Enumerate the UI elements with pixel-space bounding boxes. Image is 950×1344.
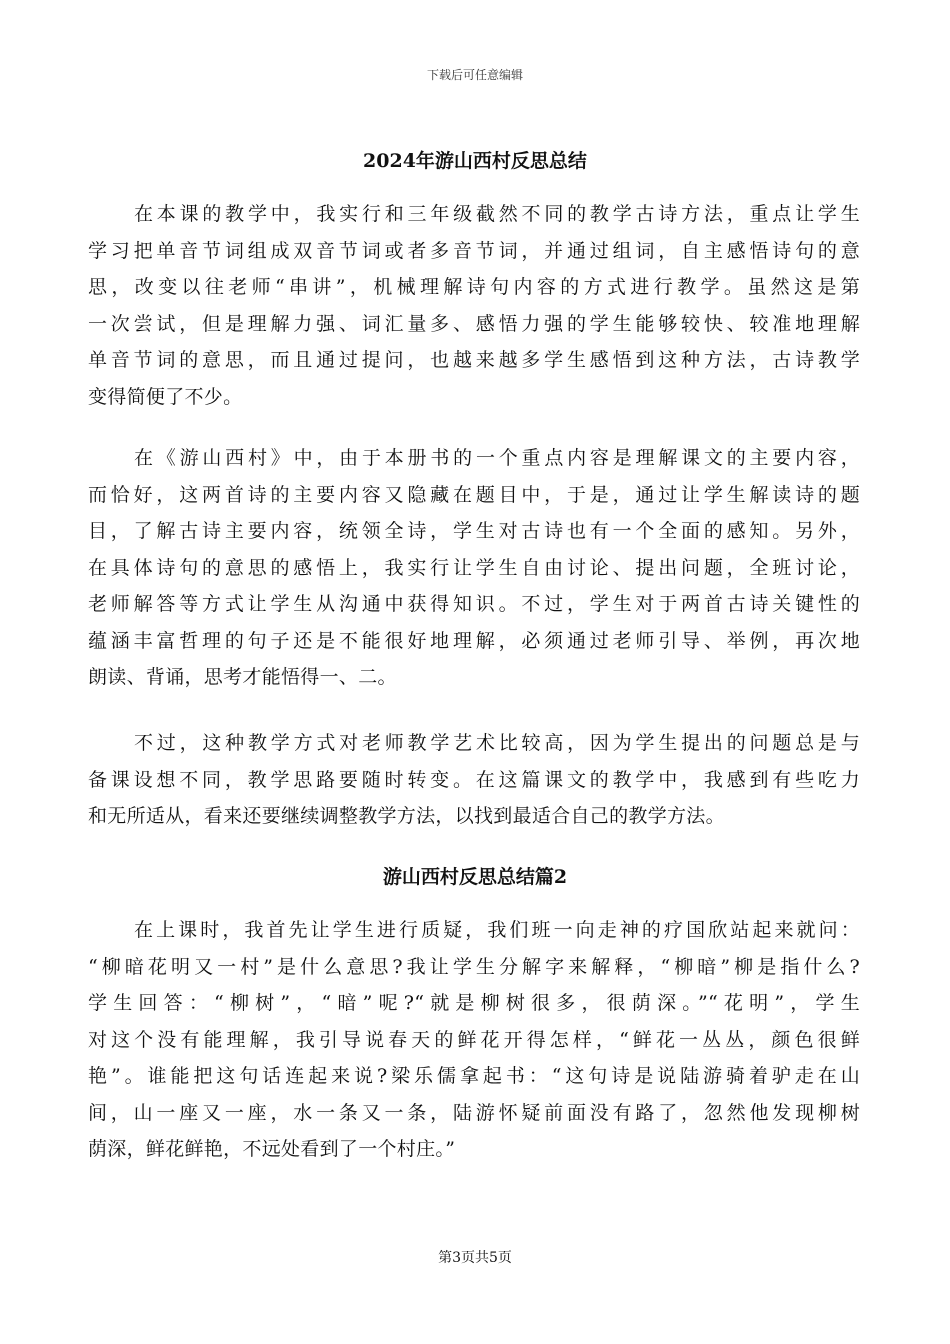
text-line: 间，山一座又一座，水一条又一条，陆游怀疑前面没有路了，忽然他发现柳树 — [88, 1101, 860, 1124]
text-line: 在《游山西村》中，由于本册书的一个重点内容是理解课文的主要内容， — [134, 447, 860, 469]
text-line: “柳暗花明又一村”是什么意思?我让学生分解字来解释，“柳暗”柳是指什么? — [88, 955, 860, 978]
document-title: 2024年游山西村反思总结 — [363, 150, 587, 172]
text-line: 备课设想不同，教学思路要随时转变。在这篇课文的教学中，我感到有些吃力 — [88, 768, 860, 791]
page-footer: 第3页共5页 — [438, 1250, 512, 1266]
text-line: 变得简便了不少。 — [88, 385, 243, 408]
text-line: 而恰好，这两首诗的主要内容又隐藏在题目中，于是，通过让学生解读诗的题 — [88, 483, 860, 506]
text-line: 在本课的教学中，我实行和三年级截然不同的教学古诗方法，重点让学生 — [134, 203, 860, 225]
text-line: 艳”。谁能把这句话连起来说?梁乐儒拿起书：“这句诗是说陆游骑着驴走在山 — [88, 1065, 860, 1087]
text-line: 单音节词的意思，而且通过提问，也越来越多学生感悟到这种方法，古诗教学 — [88, 349, 860, 371]
paragraph-4 — [88, 912, 860, 1168]
page-header: 下载后可任意编辑 — [426, 68, 523, 82]
text-line: 老师解答等方式让学生从沟通中获得知识。不过，学生对于两首古诗关键性的 — [88, 593, 860, 615]
text-line: 荫深，鲜花鲜艳，不远处看到了一个村庄。” — [88, 1138, 456, 1160]
paragraph-1 — [88, 196, 860, 415]
text-line: 在具体诗句的意思的感悟上，我实行让学生自由讨论、提出问题，全班讨论， — [88, 556, 860, 579]
paragraph-2 — [88, 440, 860, 696]
text-line: 对这个没有能理解，我引导说春天的鲜花开得怎样，“鲜花一丛丛，颜色很鲜 — [88, 1028, 860, 1051]
text-line: 在上课时，我首先让学生进行质疑，我们班一向走神的疗国欣站起来就问： — [134, 919, 860, 941]
section-title: 游山西村反思总结篇2 — [382, 866, 568, 888]
text-line: 一次尝试，但是理解力强、词汇量多、感悟力强的学生能够较快、较准地理解 — [88, 312, 860, 335]
text-line: 学习把单音节词组成双音节词或者多音节词，并通过组词，自主感悟诗句的意 — [88, 239, 860, 262]
text-line: 学生回答：“柳树”，“暗”呢?“就是柳树很多，很荫深。”“花明”，学生 — [88, 992, 860, 1014]
text-line: 朗读、背诵，思考才能悟得一、二。 — [88, 666, 397, 688]
text-line: 不过，这种教学方式对老师教学艺术比较高，因为学生提出的问题总是与 — [134, 732, 860, 754]
text-line: 目，了解古诗主要内容，统领全诗，学生对古诗也有一个全面的感知。另外， — [88, 520, 860, 542]
text-line: 和无所适从，看来还要继续调整教学方法，以找到最适合自己的教学方法。 — [88, 805, 725, 827]
paragraph-3 — [88, 725, 860, 835]
text-line: 思，改变以往老师“串讲”，机械理解诗句内容的方式进行教学。虽然这是第 — [88, 276, 860, 298]
text-line: 蕴涵丰富哲理的句子还是不能很好地理解，必须通过老师引导、举例，再次地 — [88, 629, 860, 652]
